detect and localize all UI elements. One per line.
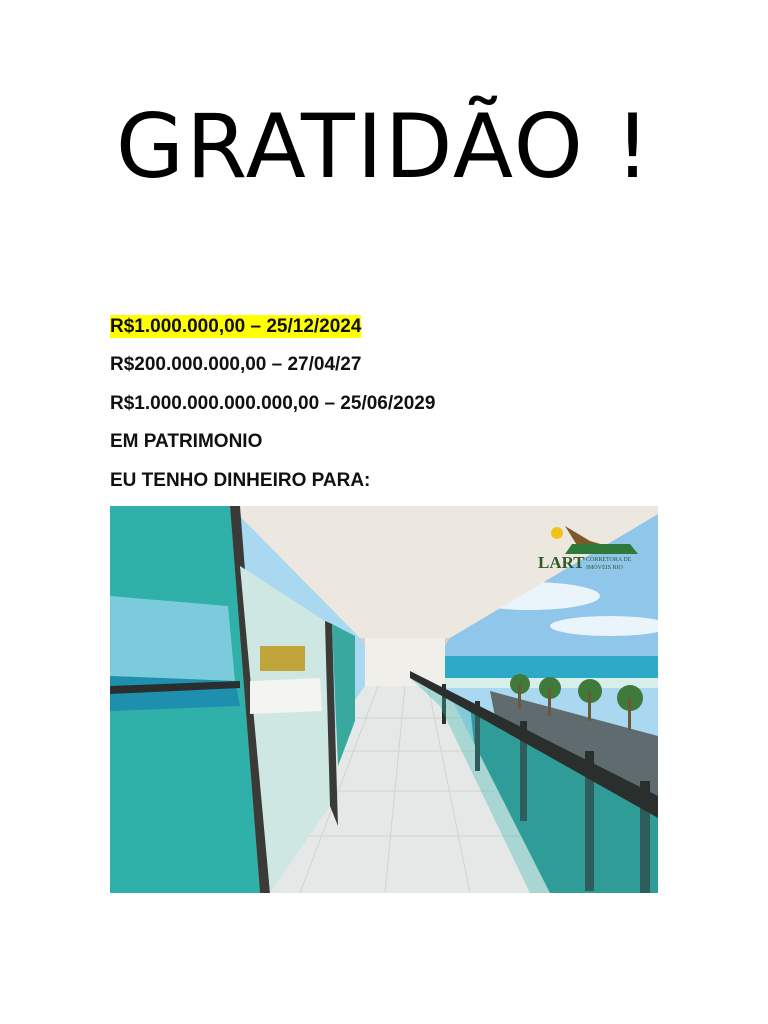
balcony-photo [110, 506, 658, 893]
highlighted-goal: R$1.000.000,00 – 25/12/2024 [110, 316, 362, 337]
goal-line-2: R$200.000.000,00 – 27/04/27 [110, 354, 362, 375]
logo-tagline-2: IMÓVEIS RIO [586, 565, 623, 571]
goal-line-1 [110, 316, 361, 338]
page-title: GRATIDÃO ! [115, 95, 653, 198]
money-for-line: EU TENHO DINHEIRO PARA: [110, 470, 371, 491]
patrimony-line: EM PATRIMONIO [110, 431, 263, 452]
goal-line-3: R$1.000.000.000.000,00 – 25/06/2029 [110, 393, 436, 414]
logo-tagline-1: CORRETORA DE [586, 557, 632, 563]
logo-text: LART [538, 553, 585, 572]
